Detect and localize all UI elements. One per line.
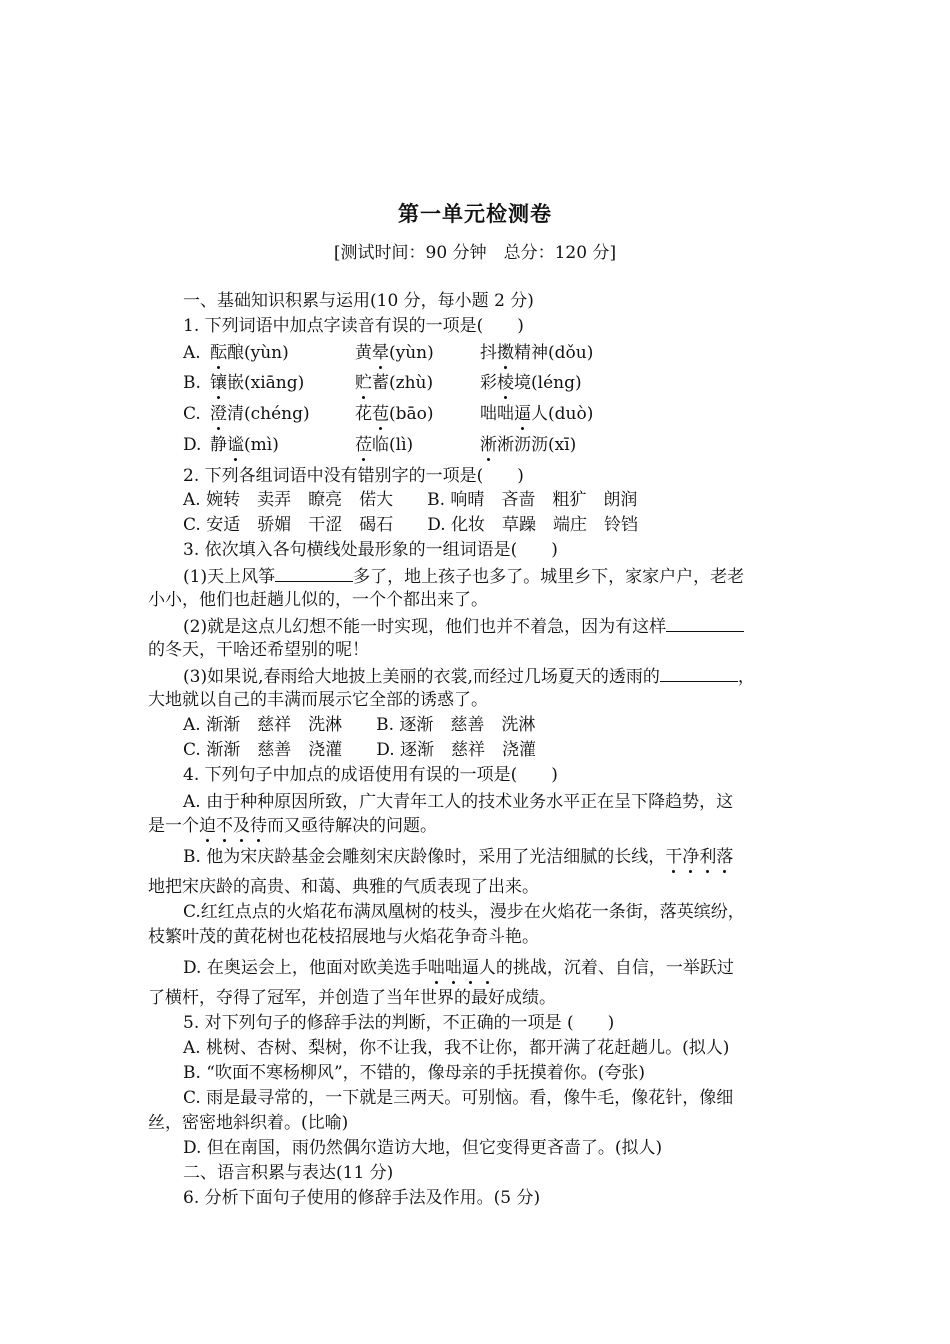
question-6-stem: 6. 分析下面句子使用的修辞手法及作用。(5 分) — [183, 1188, 541, 1208]
dotted-idiom-d — [428, 958, 496, 978]
q3-sentence-1-line-2: 小小，他们也赶趟儿似的，一个个都出来了。 — [148, 590, 488, 610]
q1-option-b-word-2: 贮蓄(zhù) — [355, 373, 434, 393]
q1-option-a-label: A. — [183, 343, 201, 363]
dotted-char: 净 — [682, 847, 700, 867]
q1-option-a-word-2: 黄晕(yùn) — [355, 343, 434, 363]
q1-option-c-word-1: 澄清(chéng) — [210, 404, 310, 424]
question-2-stem: 2. 下列各组词语中没有错别字的一项是( ) — [183, 466, 524, 486]
q1-option-d-label: D. — [183, 435, 202, 455]
dotted-char: 逼 — [461, 958, 479, 978]
q1-option-d-word-3: 淅淅沥沥(xī) — [480, 435, 577, 455]
dotted-char: 干 — [665, 847, 683, 867]
dotted-char: 迫 — [199, 816, 216, 836]
q1-option-d-word-2: 莅临(lì) — [355, 435, 414, 455]
dotted-char: 落 — [716, 847, 734, 867]
q3-sentence-2-line-2: 的冬天，干啥还希望别的呢！ — [148, 640, 369, 660]
dotted-char: 咄 — [427, 958, 445, 978]
q4-option-a-line-1: A. 由于种种原因所致，广大青年工人的技术业务水平正在呈下降趋势，这 — [183, 792, 734, 812]
dotted-char: 待 — [250, 816, 267, 836]
question-4-stem: 4. 下列句子中加点的成语使用有误的一项是( ) — [183, 765, 558, 785]
test-info: [测试时间：90 分钟 总分：120 分] — [333, 243, 617, 263]
dotted-char: 不 — [216, 816, 233, 836]
q4-option-b-line-1: B. 他为宋庆龄基金会雕刻宋庆龄像时，采用了光洁细腻的长线，干净利落 — [183, 847, 734, 867]
q3-options-line-2: C. 渐渐 慈善 浇灌 D. 逐渐 慈祥 浇灌 — [183, 740, 537, 760]
q1-option-b-word-3: 彩棱境(léng) — [480, 373, 582, 393]
q1-option-c-word-2: 花苞(bāo) — [355, 404, 434, 424]
q1-option-c-label: C. — [183, 404, 201, 424]
fill-blank-2 — [666, 615, 744, 632]
q4-option-a-line-2: 是一个迫不及待而又亟待解决的问题。 — [148, 816, 437, 836]
q1-option-b-word-1: 镶嵌(xiāng) — [210, 373, 305, 393]
q4-option-c-line-2: 枝繁叶茂的黄花树也花枝招展地与火焰花争奇斗艳。 — [148, 927, 539, 947]
q5-option-b: B. “吹面不寒杨柳风”，不错的，像母亲的手抚摸着你。(夸张) — [183, 1063, 645, 1083]
q5-option-a: A. 桃树、杏树、梨树，你不让我，我不让你，都开满了花赶趟儿。(拟人) — [183, 1038, 730, 1058]
q1-option-a-word-3: 抖擞精神(dǒu) — [480, 343, 594, 363]
q3-sentence-1-line-1: (1)天上风筝 多了，地上孩子也多了。城里乡下，家家户户，老老 — [183, 567, 745, 587]
fill-blank-3 — [660, 665, 738, 682]
dotted-char: 利 — [699, 847, 717, 867]
dotted-char: 人 — [478, 958, 496, 978]
dotted-idiom-a — [199, 816, 267, 836]
section-heading-1: 一、基础知识积累与运用(10 分，每小题 2 分) — [183, 291, 534, 311]
q5-option-c-line-1: C. 雨是最寻常的，一下就是三两天。可别恼。看，像牛毛，像花针，像细 — [183, 1088, 734, 1108]
q4-option-d-line-1: D. 在奥运会上，他面对欧美选手咄咄逼人的挑战，沉着、自信，一举跃过 — [183, 958, 734, 978]
dotted-idiom-b — [665, 847, 733, 867]
page-title: 第一单元检测卷 — [398, 202, 552, 226]
q3-sentence-3-line-1: (3)如果说,春雨给大地披上美丽的衣裳,而经过几场夏天的透雨的 ， — [183, 667, 755, 687]
q1-option-d-word-1: 静谧(mì) — [210, 435, 279, 455]
question-5-stem: 5. 对下列句子的修辞手法的判断，不正确的一项是 ( ) — [183, 1013, 615, 1033]
q2-options-line-1: A. 婉转 卖弄 瞭亮 偌大 B. 响晴 吝啬 粗犷 朗润 — [183, 490, 638, 510]
q2-options-line-2: C. 安适 骄媚 干涩 碣石 D. 化妆 草躁 端庄 铃铛 — [183, 515, 639, 535]
dotted-char: 及 — [233, 816, 250, 836]
dotted-char: 咄 — [444, 958, 462, 978]
question-3-stem: 3. 依次填入各句横线处最形象的一组词语是( ) — [183, 540, 558, 560]
q1-option-c-word-3: 咄咄逼人(duò) — [480, 404, 594, 424]
section-heading-2: 二、语言积累与表达(11 分) — [183, 1163, 394, 1183]
q3-options-line-1: A. 渐渐 慈祥 洗淋 B. 逐渐 慈善 洗淋 — [183, 715, 536, 735]
question-1-stem: 1. 下列词语中加点字读音有误的一项是( ) — [183, 316, 524, 336]
q3-sentence-2-line-1: (2)就是这点儿幻想不能一时实现，他们也并不着急，因为有这样 — [183, 615, 744, 637]
q3-sentence-3-line-2: 大地就以自己的丰满而展示它全部的诱惑了。 — [148, 690, 488, 710]
q4-option-c-line-1: C.红红点点的火焰花布满凤凰树的枝头，漫步在火焰花一条街，落英缤纷， — [183, 902, 745, 922]
q4-option-d-line-2: 了横杆，夺得了冠军，并创造了当年世界的最好成绩。 — [148, 988, 556, 1008]
fill-blank-1 — [275, 565, 353, 582]
q1-option-b-label: B. — [183, 373, 201, 393]
q5-option-c-line-2: 丝，密密地斜织着。(比喻) — [148, 1113, 349, 1133]
q5-option-d: D. 但在南国，雨仍然偶尔造访大地，但它变得更吝啬了。(拟人) — [183, 1138, 663, 1158]
q4-option-b-line-2: 地把宋庆龄的高贵、和蔼、典雅的气质表现了出来。 — [148, 877, 539, 897]
q1-option-a-word-1: 酝酿(yùn) — [210, 343, 289, 363]
